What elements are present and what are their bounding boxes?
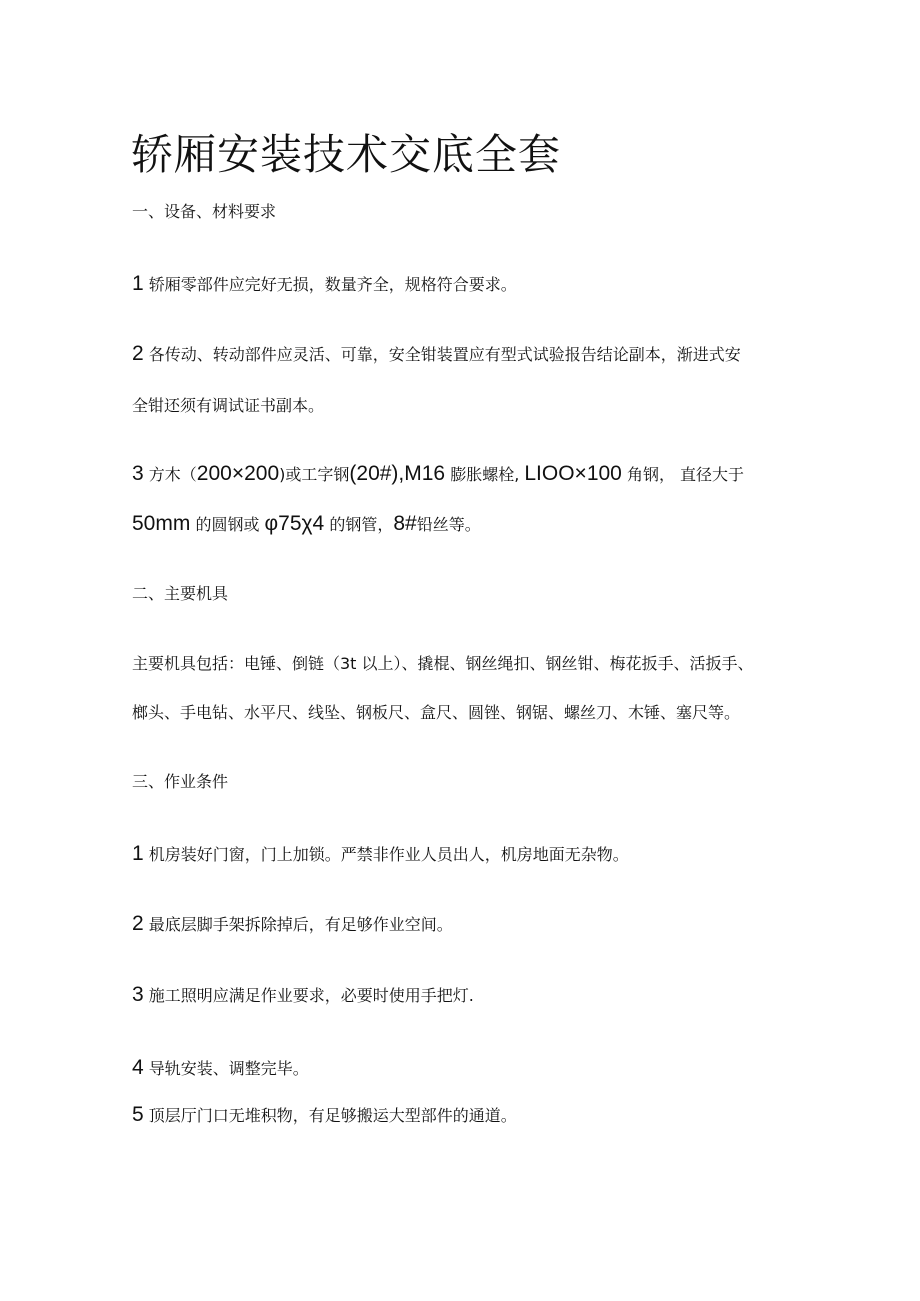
item-text-continued: [132, 512, 481, 537]
item-text-part: 的钢管，: [324, 515, 394, 534]
item-number: 3: [132, 983, 144, 1006]
tools-paragraph-continued: 榔头、手电钻、水平尺、线坠、钢板尺、盒尺、圆锉、钢锯、螺丝刀、木锤、塞尺等。: [132, 703, 741, 722]
paragraph-item: [132, 842, 629, 867]
item-text-part: (20#),M16: [349, 462, 446, 485]
item-number: 2: [132, 342, 144, 365]
section-heading-materials: 一、设备、材料要求: [132, 202, 277, 221]
paragraph-item: [132, 1103, 517, 1128]
item-number: 4: [132, 1056, 144, 1079]
item-number: 1: [132, 272, 144, 295]
item-text-continued: 全钳还须有调试证书副本。: [132, 396, 325, 415]
item-text: 各传动、转动部件应灵活、可靠，安全钳装置应有型式试验报告结论副本，渐进式安: [148, 345, 741, 364]
item-text-part: 200×200: [196, 462, 280, 485]
item-text-part: 的圆钢或: [190, 515, 265, 534]
item-text-part: 方木（: [148, 465, 197, 484]
item-number: 2: [132, 912, 144, 935]
paragraph-item: [132, 462, 744, 487]
item-text-part: LIOO×100: [524, 462, 622, 485]
item-text: 顶层厅门口无堆积物，有足够搬运大型部件的通道。: [148, 1106, 517, 1125]
item-number: 1: [132, 842, 144, 865]
item-text-part: 角钢， 直径大于: [621, 465, 745, 484]
paragraph-item: [132, 1056, 309, 1081]
item-text-part: 膨胀螺栓,: [445, 465, 525, 484]
item-text: 导轨安装、调整完毕。: [148, 1059, 309, 1078]
item-text: 最底层脚手架拆除掉后，有足够作业空间。: [148, 915, 453, 934]
item-text-part: )或工字钢: [279, 465, 350, 484]
paragraph-item: [132, 983, 474, 1008]
paragraph-item: [132, 912, 453, 937]
item-text: 施工照明应满足作业要求，必要时使用手把灯.: [148, 986, 474, 1005]
document-title: 轿厢安装技术交底全套: [131, 130, 562, 179]
tools-paragraph: 主要机具包括：电锤、倒链（3t 以上）、撬棍、钢丝绳扣、钢丝钳、梅花扳手、活扳手、: [132, 654, 754, 673]
item-text-part: 8#: [393, 512, 417, 535]
item-number: 3: [132, 462, 144, 485]
item-text: 轿厢零部件应完好无损，数量齐全，规格符合要求。: [148, 275, 517, 294]
paragraph-item: [132, 272, 517, 297]
section-heading-conditions: 三、作业条件: [132, 772, 229, 791]
item-text-part: 铅丝等。: [416, 515, 481, 534]
paragraph-item: [132, 342, 741, 367]
item-text: 机房装好门窗，门上加锁。严禁非作业人员出人，机房地面无杂物。: [148, 845, 629, 864]
section-heading-tools: 二、主要机具: [132, 584, 229, 603]
item-text-part: 50mm: [132, 512, 191, 535]
item-text-part: φ75χ4: [264, 512, 325, 535]
item-number: 5: [132, 1103, 144, 1126]
